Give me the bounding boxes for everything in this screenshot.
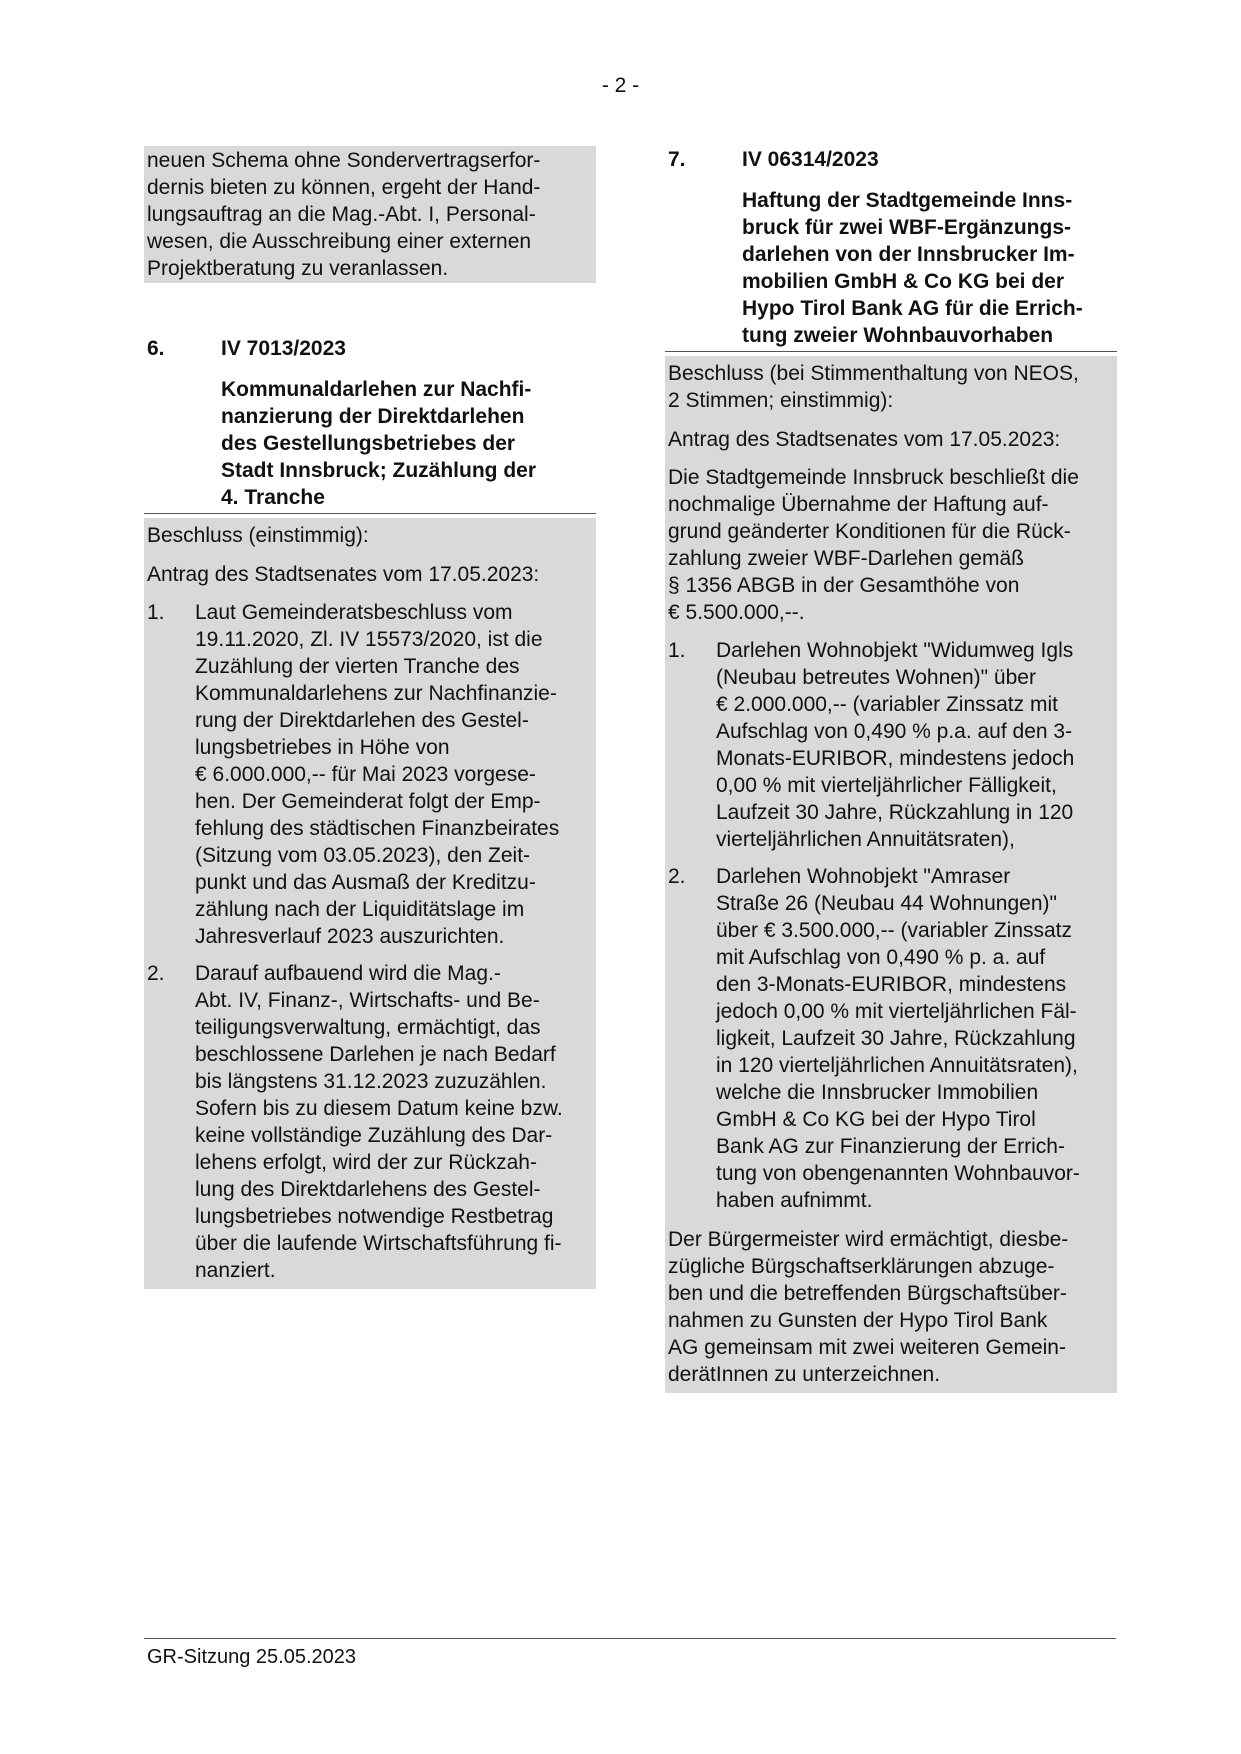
item-6-point-2 (144, 959, 596, 1285)
title-line: Kommunaldarlehen zur Nachfi- (221, 378, 532, 401)
item-7-heading (665, 146, 1117, 173)
item-6-beschluss: Beschluss (einstimmig): (147, 524, 369, 547)
text-line: lung des Direktdarlehens des Gestel- (195, 1178, 541, 1201)
title-line: tung zweier Wohnbauvorhaben (742, 324, 1054, 347)
item-7-point-1 (665, 636, 1117, 854)
text-line: Abt. IV, Finanz-, Wirtschafts- und Be- (195, 989, 540, 1012)
title-line: Stadt Innsbruck; Zuzählung der (221, 459, 537, 482)
text-line: fehlung des städtischen Finanzbeirates (195, 817, 560, 840)
text-line: Bank AG zur Finanzierung der Errich- (716, 1135, 1065, 1158)
title-line: nanzierung der Direktdarlehen (221, 405, 525, 428)
title-line: Haftung der Stadtgemeinde Inns- (742, 189, 1073, 212)
text-line: Darauf aufbauend wird die Mag.- (195, 962, 501, 985)
text-line: wesen, die Ausschreibung einer externen (147, 230, 532, 253)
text-line: Darlehen Wohnobjekt "Amraser (716, 865, 1011, 888)
text-line: Projektberatung zu veranlassen. (147, 257, 449, 280)
text-line: Aufschlag von 0,490 % p.a. auf den 3- (716, 720, 1073, 743)
text-line: ligkeit, Laufzeit 30 Jahre, Rückzahlung (716, 1027, 1076, 1050)
text-line: Zuzählung der vierten Tranche des (195, 655, 520, 678)
text-line: lungsauftrag an die Mag.-Abt. I, Personal- (147, 203, 536, 226)
text-line: rung der Direktdarlehen des Gestel- (195, 709, 529, 732)
text-line: zahlung zweier WBF-Darlehen gemäß (668, 547, 1024, 570)
text-line: keine vollständige Zuzählung des Dar- (195, 1124, 553, 1147)
text-line: Beschluss (bei Stimmenthaltung von NEOS, (668, 362, 1079, 385)
point-number: 2. (668, 865, 686, 888)
left-column (144, 146, 596, 1289)
right-column (665, 146, 1117, 1393)
point-number: 2. (147, 962, 165, 985)
text-line: in 120 vierteljährlichen Annuitätsraten), (716, 1054, 1078, 1077)
text-line: vierteljährlichen Annuitätsraten), (716, 828, 1015, 851)
item-6-number: 6. (147, 337, 165, 360)
title-line: bruck für zwei WBF-Ergänzungs- (742, 216, 1072, 239)
item-6-body (144, 518, 596, 1289)
item-7-point-2 (665, 862, 1117, 1215)
text-line: lehens erfolgt, wird der zur Rückzah- (195, 1151, 537, 1174)
text-line: grund geänderter Konditionen für die Rück- (668, 520, 1071, 543)
item-6-heading (144, 335, 596, 362)
text-line: Kommunaldarlehens zur Nachfinanzie- (195, 682, 557, 705)
text-line: zügliche Bürgschaftserklärungen abzuge- (668, 1255, 1055, 1278)
item-6-reference: IV 7013/2023 (221, 337, 346, 360)
text-line: zählung nach der Liquiditätslage im (195, 898, 525, 921)
text-line: nochmalige Übernahme der Haftung auf- (668, 493, 1049, 516)
title-line: darlehen von der Innsbrucker Im- (742, 243, 1075, 266)
item-7-antrag: Antrag des Stadtsenates vom 17.05.2023: (668, 428, 1061, 451)
text-line: über € 3.500.000,-- (variabler Zinssatz (716, 919, 1073, 942)
text-line: mit Aufschlag von 0,490 % p. a. auf (716, 946, 1046, 969)
text-line: 0,00 % mit vierteljährlicher Fälligkeit, (716, 774, 1057, 797)
page-number: - 2 - (601, 74, 640, 97)
text-line: § 1356 ABGB in der Gesamthöhe von (668, 574, 1020, 597)
text-line: (Sitzung vom 03.05.2023), den Zeit- (195, 844, 531, 867)
title-line: des Gestellungsbetriebes der (221, 432, 516, 455)
title-line: Hypo Tirol Bank AG für die Errich- (742, 297, 1083, 320)
text-line: Laufzeit 30 Jahre, Rückzahlung in 120 (716, 801, 1074, 824)
point-number: 1. (147, 601, 165, 624)
text-line: Monats-EURIBOR, mindestens jedoch (716, 747, 1075, 770)
text-line: neuen Schema ohne Sondervertragserfor- (147, 149, 541, 172)
text-line: € 2.000.000,-- (variabler Zinssatz mit (716, 693, 1058, 716)
item-7-reference: IV 06314/2023 (742, 148, 879, 171)
text-line: Straße 26 (Neubau 44 Wohnungen)" (716, 892, 1057, 915)
text-line: welche die Innsbrucker Immobilien (716, 1081, 1039, 1104)
text-line: derätInnen zu unterzeichnen. (668, 1363, 941, 1386)
text-line: punkt und das Ausmaß der Kreditzu- (195, 871, 536, 894)
text-line: ben und die betreffenden Bürgschaftsüber- (668, 1282, 1067, 1305)
text-line: Die Stadtgemeinde Innsbruck beschließt die (668, 466, 1079, 489)
text-line: den 3-Monats-EURIBOR, mindestens (716, 973, 1067, 996)
text-line: über die laufende Wirtschaftsführung fi- (195, 1232, 562, 1255)
text-line: Laut Gemeinderatsbeschluss vom (195, 601, 513, 624)
point-number: 1. (668, 639, 686, 662)
item-7-title (665, 187, 1117, 349)
item-7-closing-paragraph (665, 1225, 1117, 1389)
text-line: teiligungsverwaltung, ermächtigt, das (195, 1016, 541, 1039)
text-line: nahmen zu Gunsten der Hypo Tirol Bank (668, 1309, 1048, 1332)
text-line: Darlehen Wohnobjekt "Widumweg Igls (716, 639, 1074, 662)
text-line: jedoch 0,00 % mit vierteljährlichen Fäl- (716, 1000, 1077, 1023)
text-line: nanziert. (195, 1259, 276, 1282)
text-line: lungsbetriebes notwendige Restbetrag (195, 1205, 554, 1228)
item-7-number: 7. (668, 148, 686, 171)
text-line: € 6.000.000,-- für Mai 2023 vorgese- (195, 763, 536, 786)
text-line: bis längstens 31.12.2023 zuzuzählen. (195, 1070, 547, 1093)
item-6-antrag: Antrag des Stadtsenates vom 17.05.2023: (147, 563, 540, 586)
title-line: mobilien GmbH & Co KG bei der (742, 270, 1065, 293)
text-line: dernis bieten zu können, ergeht der Hand- (147, 176, 541, 199)
text-line: GmbH & Co KG bei der Hypo Tirol (716, 1108, 1036, 1131)
item-6-divider (144, 513, 596, 514)
text-line: (Neubau betreutes Wohnen)" über (716, 666, 1036, 689)
title-line: 4. Tranche (221, 486, 325, 509)
text-line: AG gemeinsam mit zwei weiteren Gemein- (668, 1336, 1066, 1359)
item-7-body (665, 356, 1117, 1393)
text-line: Der Bürgermeister wird ermächtigt, diesbe- (668, 1228, 1069, 1251)
item-7-beschluss (665, 359, 1117, 415)
text-line: hen. Der Gemeinderat folgt der Emp- (195, 790, 541, 813)
text-line: 2 Stimmen; einstimmig): (668, 389, 894, 412)
footer-session-date: GR-Sitzung 25.05.2023 (147, 1646, 357, 1668)
intro-paragraph (144, 146, 596, 283)
item-6-title (144, 376, 596, 511)
text-line: Jahresverlauf 2023 auszurichten. (195, 925, 505, 948)
item-6-point-1 (144, 598, 596, 951)
text-line: lungsbetriebes in Höhe von (195, 736, 450, 759)
item-7-divider (665, 351, 1117, 352)
text-line: haben aufnimmt. (716, 1189, 873, 1212)
text-line: € 5.500.000,--. (668, 601, 805, 624)
text-line: 19.11.2020, Zl. IV 15573/2020, ist die (195, 628, 543, 651)
text-line: beschlossene Darlehen je nach Bedarf (195, 1043, 556, 1066)
text-line: tung von obengenannten Wohnbauvor- (716, 1162, 1080, 1185)
item-7-resolution-text (665, 463, 1117, 627)
text-line: Sofern bis zu diesem Datum keine bzw. (195, 1097, 563, 1120)
footer-divider (144, 1638, 1116, 1639)
